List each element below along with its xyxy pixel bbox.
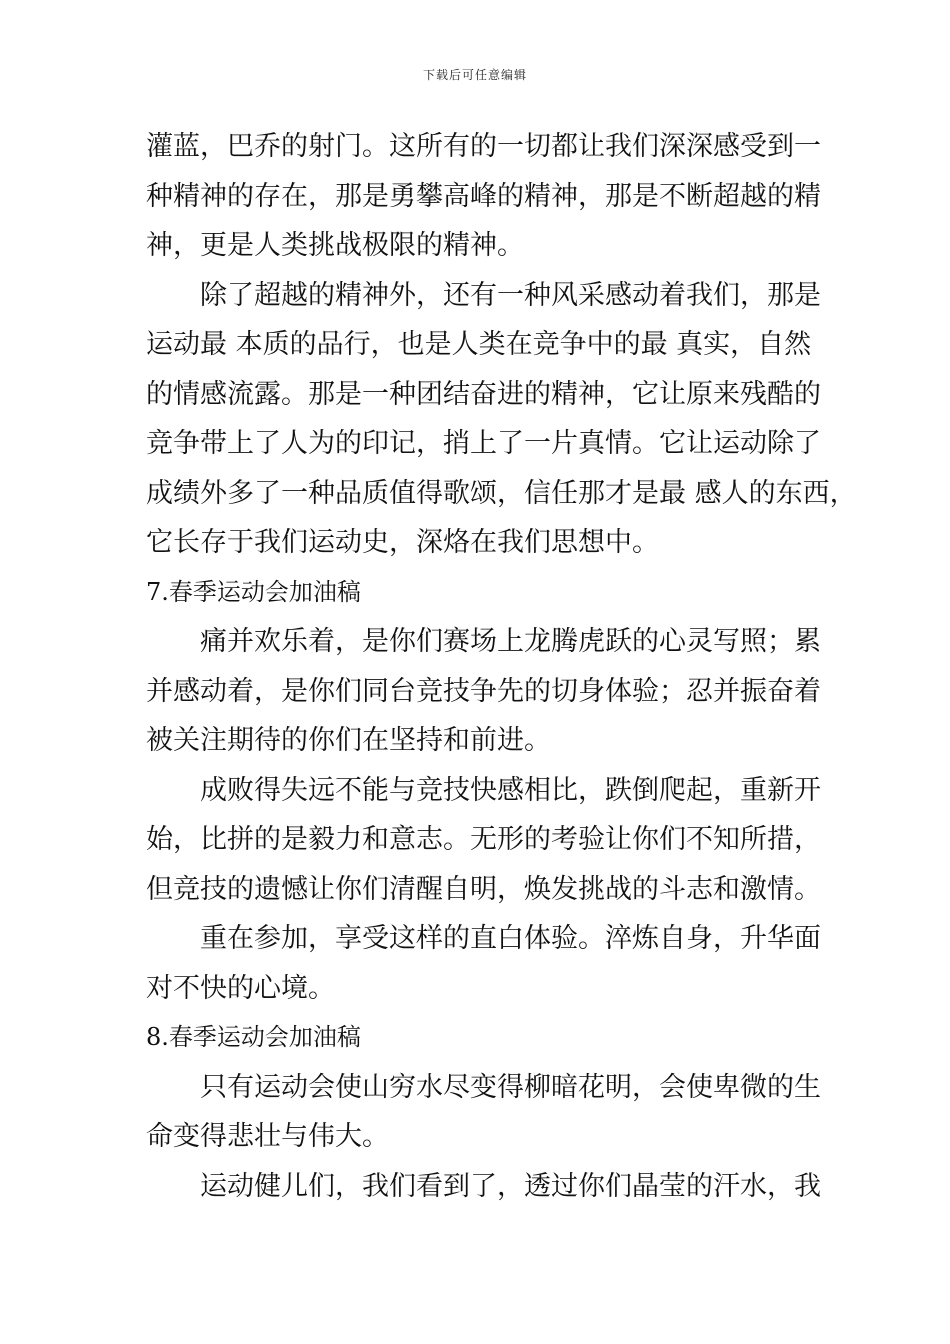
- text-line: 竞争带上了人为的印记，捎上了一片真情。它让运动除了: [146, 428, 821, 459]
- text-line: 成绩外多了一种品质值得歌颂，信任那才是最 感人的东西，: [146, 477, 857, 509]
- text-line: 运动健儿们，我们看到了，透过你们晶莹的汗水，我: [200, 1170, 821, 1202]
- text-line: 只有运动会使山穷水尽变得柳暗花明，会使卑微的生: [200, 1071, 821, 1103]
- section-heading: 7.春季运动会加油稿: [146, 577, 361, 606]
- section-heading: 8.春季运动会加油稿: [146, 1023, 361, 1051]
- text-line: 成败得失远不能与竞技快感相比，跌倒爬起，重新开: [200, 774, 821, 806]
- text-line: 对不快的心境。: [146, 972, 335, 1004]
- text-line: 被关注期待的你们在坚持和前进。: [146, 725, 551, 756]
- header-note: 下载后可任意编辑: [422, 68, 527, 82]
- text-line: 重在参加，享受这样的直白体验。淬炼自身，升华面: [200, 923, 821, 954]
- text-line: 种精神的存在，那是勇攀高峰的精神，那是不断超越的精: [146, 180, 821, 212]
- text-line: 灌蓝，巴乔的射门。这所有的一切都让我们深深感受到一: [146, 131, 821, 162]
- text-line: 痛并欢乐着，是你们赛场上龙腾虎跃的心灵写照；累: [200, 626, 821, 657]
- text-line: 始，比拼的是毅力和意志。无形的考验让你们不知所措，: [146, 824, 821, 855]
- document-body: [146, 122, 857, 1211]
- text-line: 神，更是人类挑战极限的精神。: [146, 230, 524, 261]
- text-line: 并感动着，是你们同台竞技争先的切身体验；忍并振奋着: [146, 675, 821, 707]
- text-line: 命变得悲壮与伟大。: [146, 1121, 389, 1152]
- text-line: 除了超越的精神外，还有一种风采感动着我们，那是: [200, 279, 821, 311]
- text-line: 但竞技的遗憾让你们清醒自明，焕发挑战的斗志和激情。: [146, 873, 821, 905]
- text-line: 它长存于我们运动史，深烙在我们思想中。: [146, 527, 659, 558]
- text-line: 运动最 本质的品行，也是人类在竞争中的最 真实，自然: [146, 329, 812, 360]
- text-line: 的情感流露。那是一种团结奋进的精神，它让原来残酷的: [146, 378, 821, 410]
